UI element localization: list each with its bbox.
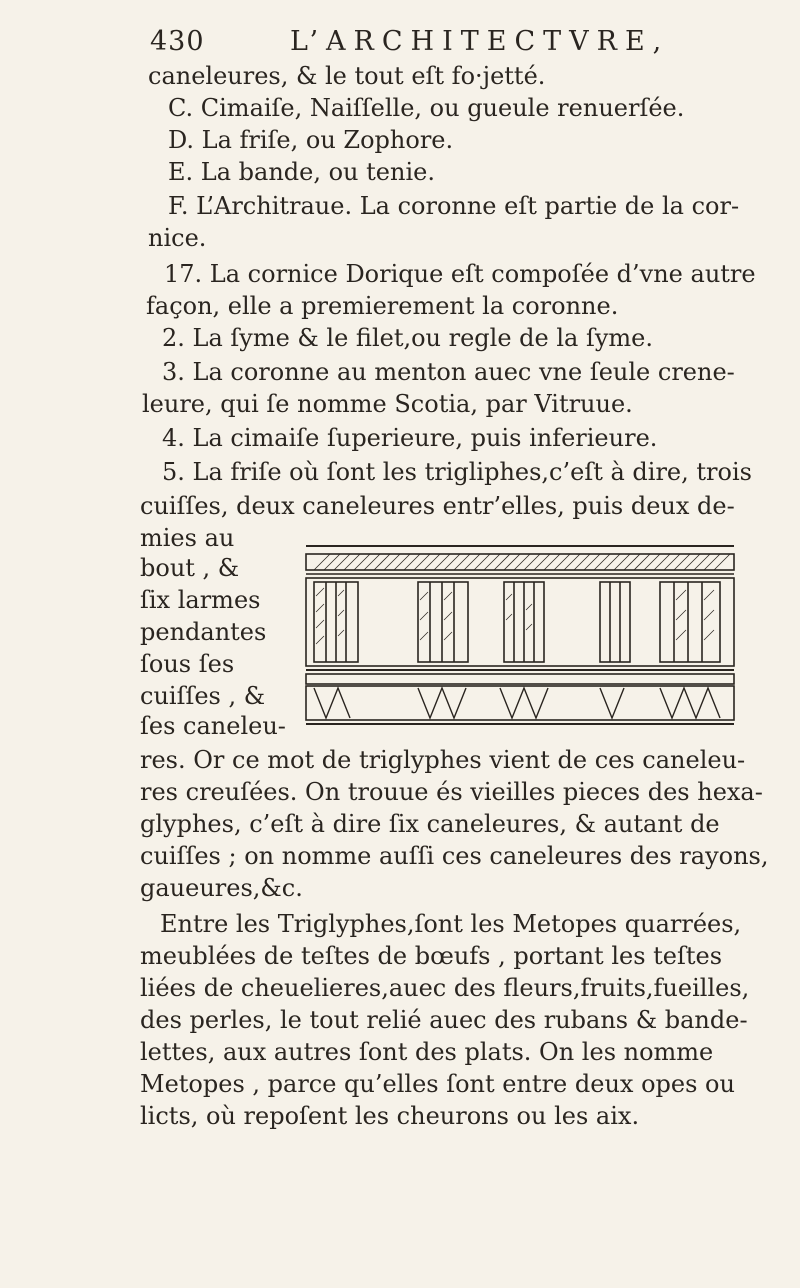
text-line: Entre les Triglyphes,ſont les Metopes quarrées, [160,910,742,938]
text-line: glyphes, c’eſt à dire ſix caneleures, & autant de [140,810,720,838]
text-line: licts, où repoſent les cheurons ou les aix. [140,1102,640,1130]
text-line: liées de cheuelieres,auec des fleurs,fruits,fueilles, [140,974,750,1002]
text-line: meublées de teſtes de bœufs , portant les teſtes [140,942,723,970]
text-line: caneleures, & le tout eſt fo·jetté. [148,62,546,90]
text-line: 3. La coronne au menton auec vne ſeule crene- [162,358,735,386]
text-line: ſix larmes [140,586,261,614]
text-line: mies au [140,524,235,552]
text-line: pendantes [140,618,267,646]
text-line: gaueures,&c. [140,874,303,902]
text-line: C. Cimaiſe, Naiſſelle, ou gueule renuerſée. [168,94,685,122]
text-line: res creuſées. On trouue és vieilles pieces des hexa- [140,778,763,806]
text-line: Metopes , parce qu’elles ſont entre deux opes ou [140,1070,735,1098]
text-line: nice. [148,224,207,252]
text-line: bout , & [140,554,240,582]
text-line: 2. La ſyme & le filet,ou regle de la ſyme. [162,324,654,352]
text-line: 17. La cornice Dorique eſt compoſée d’vne autre [164,260,756,288]
frieze-engraving [300,536,740,728]
text-line: cuiſſes, deux caneleures entr’elles, puis deux de- [140,492,735,520]
text-line: res. Or ce mot de triglyphes vient de ces caneleu- [140,746,746,774]
text-line: 5. La friſe où ſont les trigliphes,c’eſt à dire, trois [162,458,752,486]
text-line: F. L’Architraue. La coronne eſt partie de la cor- [168,192,740,220]
text-line: cuiſſes , & [140,682,266,710]
text-line: leure, qui ſe nomme Scotia, par Vitruue. [142,390,633,418]
text-line: des perles, le tout relié auec des rubans & bande- [140,1006,748,1034]
text-line: E. La bande, ou tenie. [168,158,435,186]
text-line: D. La friſe, ou Zophore. [168,126,454,154]
text-line: ſes caneleu- [140,712,286,740]
text-line: lettes, aux autres ſont des plats. On les nomme [140,1038,714,1066]
text-line: façon, elle a premierement la coronne. [146,292,619,320]
page-number: 430 [150,26,205,57]
text-line: ſous ſes [140,650,235,678]
text-line: cuiſſes ; on nomme auſſi ces caneleures des rayons, [140,842,769,870]
running-title: L’ARCHITECTVRE, [290,26,670,57]
text-line: 4. La cimaiſe ſuperieure, puis inferieure. [162,424,658,452]
triglyph-frieze-figure [300,536,740,728]
